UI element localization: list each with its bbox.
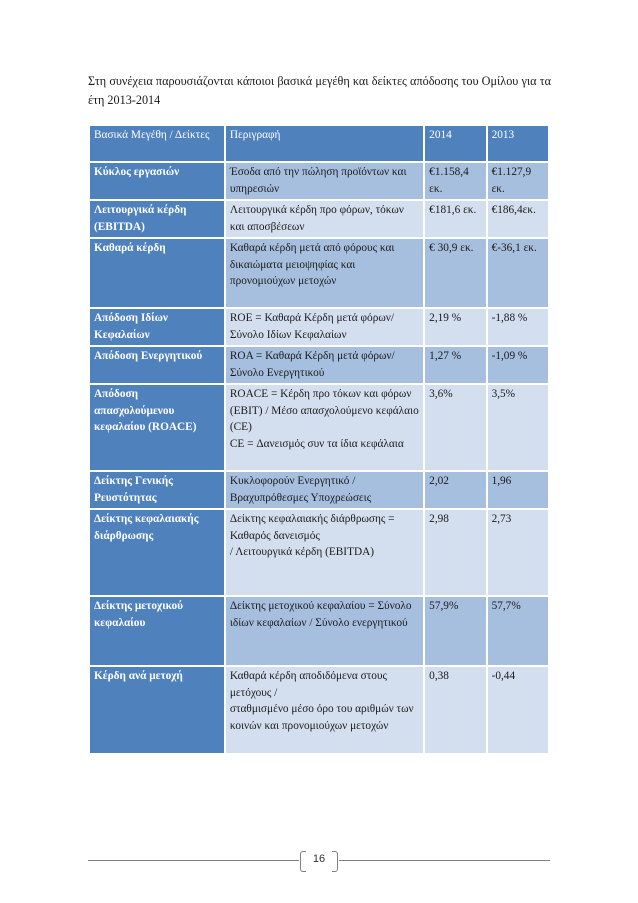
cell-value-2014: 2,19 %	[425, 309, 485, 345]
cell-value-2014: 1,27 %	[425, 347, 485, 383]
table-row	[90, 163, 548, 199]
intro-paragraph: Στη συνέχεια παρουσιάζονται κάποιοι βασικά μεγέθη και δείκτες απόδοσης του Ομίλου για τα έτη 2013-2014	[88, 74, 551, 107]
cell-value-2014: 2,98	[425, 510, 485, 595]
table-row	[90, 347, 548, 383]
table-row	[90, 201, 548, 237]
cell-value-2013: €1.127,9 εκ.	[488, 163, 548, 199]
header-metric: Βασικά Μεγέθη / Δείκτες	[90, 126, 224, 161]
cell-metric-name: Απόδοση Ενεργητικού	[90, 347, 224, 383]
cell-value-2013: 57,7%	[488, 597, 548, 665]
cell-metric-name: Δείκτης μετοχικού κεφαλαίου	[90, 597, 224, 665]
page-number-bracket-right	[332, 851, 338, 872]
cell-description: Δείκτης κεφαλαιακής διάρθρωσης = Καθαρός δανεισμός / Λειτουργικά κέρδη (EBITDA)	[226, 510, 423, 595]
cell-value-2013: -0,44	[488, 667, 548, 753]
cell-description: Καθαρά κέρδη αποδιδόμενα στους μετόχους / σταθμισμένο μέσο όρο του αριθμών των κοινών και προνομιούχων μετοχών	[226, 667, 423, 753]
cell-value-2014: 57,9%	[425, 597, 485, 665]
table-row	[90, 239, 548, 307]
cell-description: Καθαρά κέρδη μετά από φόρους και δικαιώματα μειοψηφίας και προνομιούχων μετοχών	[226, 239, 423, 307]
table-header-row	[90, 126, 548, 161]
footer-rule-right	[339, 860, 550, 861]
header-description: Περιγραφή	[226, 126, 423, 161]
page-number: 16	[312, 853, 326, 865]
cell-metric-name: Λειτουργικά κέρδη (EBITDA)	[90, 201, 224, 237]
table-row	[90, 309, 548, 345]
cell-description: ROACE = Κέρδη προ τόκων και φόρων (EBIT) / Μέσο απασχολούμενο κεφάλαιο (CE) CE = Δανεισμός συν τα ίδια κεφάλαια	[226, 385, 423, 470]
cell-description: Κυκλοφορούν Ενεργητικό / Βραχυπρόθεσμες Υποχρεώσεις	[226, 472, 423, 508]
cell-value-2014: €1.158,4 εκ.	[425, 163, 485, 199]
metrics-table	[88, 124, 550, 755]
cell-metric-name: Απόδοση απασχολούμενου κεφαλαίου (ROACE)	[90, 385, 224, 470]
cell-value-2013: €186,4εκ.	[488, 201, 548, 237]
cell-value-2014: 2,02	[425, 472, 485, 508]
cell-description: Δείκτης μετοχικού κεφαλαίου = Σύνολο ιδίων κεφαλαίων / Σύνολο ενεργητικού	[226, 597, 423, 665]
cell-description: ROE = Καθαρά Κέρδη μετά φόρων/Σύνολο Ιδίων Κεφαλαίων	[226, 309, 423, 345]
header-2014: 2014	[425, 126, 485, 161]
cell-value-2013: -1,09 %	[488, 347, 548, 383]
table-body	[90, 163, 548, 753]
cell-metric-name: Απόδοση Ιδίων Κεφαλαίων	[90, 309, 224, 345]
cell-value-2013: 3,5%	[488, 385, 548, 470]
cell-value-2013: -1,88 %	[488, 309, 548, 345]
table-row	[90, 667, 548, 753]
cell-value-2014: €181,6 εκ.	[425, 201, 485, 237]
cell-value-2014: 0,38	[425, 667, 485, 753]
footer-rule-left	[88, 860, 299, 861]
table-row	[90, 385, 548, 470]
cell-metric-name: Κύκλος εργασιών	[90, 163, 224, 199]
cell-value-2013: 1,96	[488, 472, 548, 508]
header-2013: 2013	[488, 126, 548, 161]
cell-metric-name: Κέρδη ανά μετοχή	[90, 667, 224, 753]
cell-value-2014: 3,6%	[425, 385, 485, 470]
cell-metric-name: Καθαρά κέρδη	[90, 239, 224, 307]
cell-description: Έσοδα από την πώληση προϊόντων και υπηρεσιών	[226, 163, 423, 199]
cell-metric-name: Δείκτης Γενικής Ρευστότητας	[90, 472, 224, 508]
cell-description: Λειτουργικά κέρδη προ φόρων, τόκων και αποσβέσεων	[226, 201, 423, 237]
cell-metric-name: Δείκτης κεφαλαιακής διάρθρωσης	[90, 510, 224, 595]
table-row	[90, 597, 548, 665]
table-row	[90, 510, 548, 595]
cell-value-2013: €-36,1 εκ.	[488, 239, 548, 307]
table-row	[90, 472, 548, 508]
cell-description: ROA = Καθαρά Κέρδη μετά φόρων/Σύνολο Ενεργητικού	[226, 347, 423, 383]
cell-value-2014: € 30,9 εκ.	[425, 239, 485, 307]
cell-value-2013: 2,73	[488, 510, 548, 595]
